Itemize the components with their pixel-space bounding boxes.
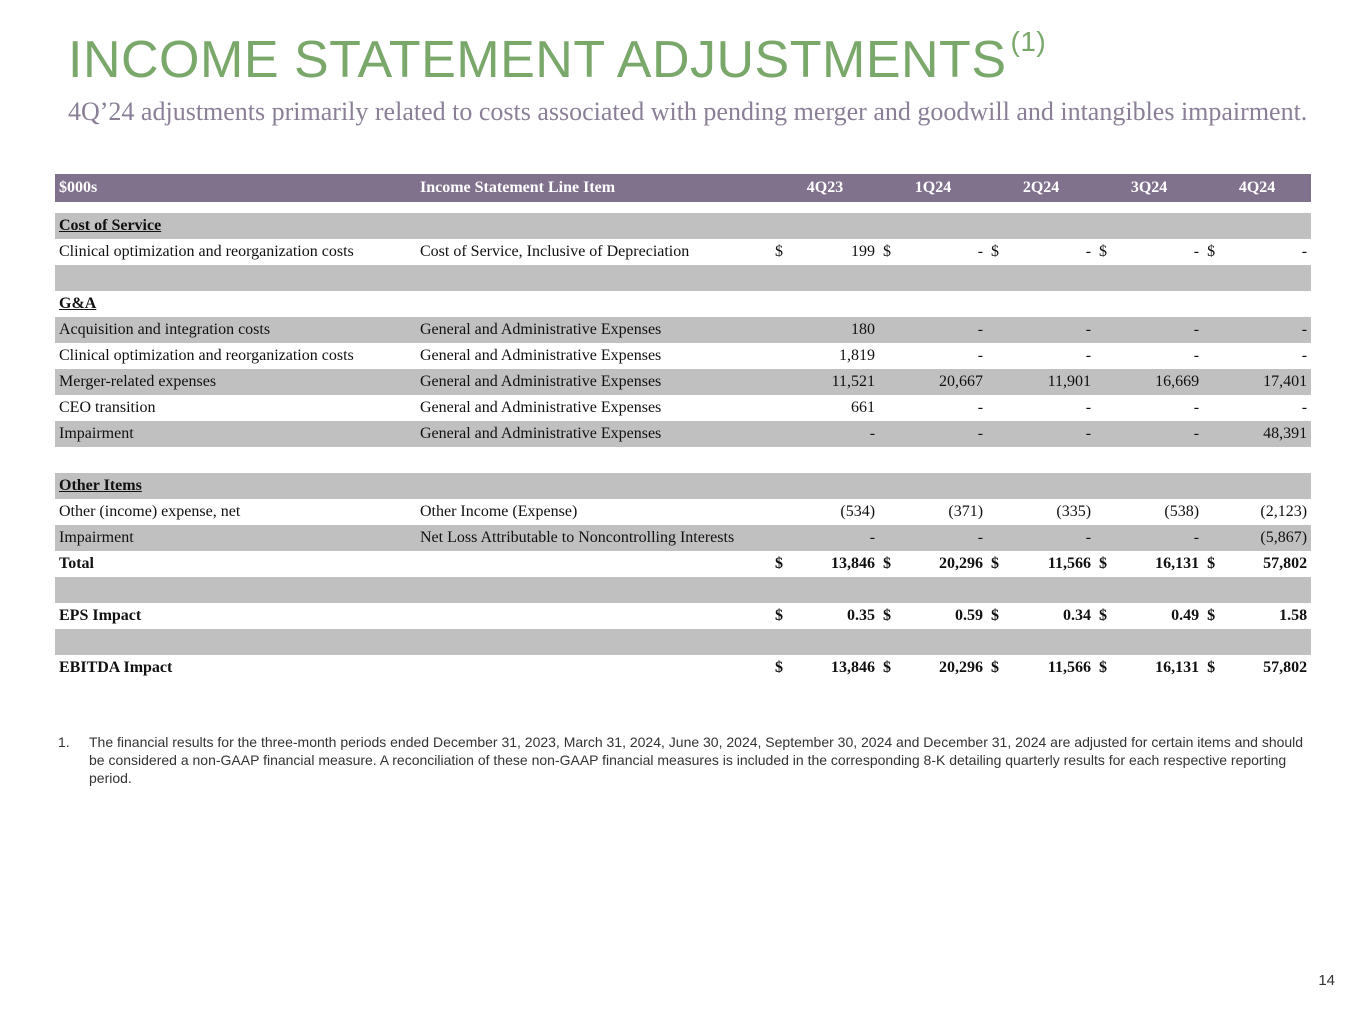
value-cell: 11,521 (796, 369, 879, 395)
value-cell: - (904, 421, 987, 447)
currency-symbol: $ (1207, 243, 1216, 260)
table-row (55, 317, 1311, 343)
value-cell: - (977, 347, 984, 364)
value-cell: (2,123) (1260, 503, 1308, 520)
row-line-item: Cost of Service, Inclusive of Depreciation (420, 243, 690, 260)
currency-symbol: $ (1099, 659, 1108, 676)
value-cell: 57,802 (1263, 555, 1308, 572)
value-cell: 13,846 (831, 659, 876, 676)
header-period: 4Q23 (771, 174, 879, 202)
value-cell: 16,131 (1155, 555, 1200, 572)
value-cell: - (796, 525, 879, 551)
value-cell: - (1120, 525, 1203, 551)
value-cell: - (1012, 525, 1095, 551)
value-cell: - (977, 399, 984, 416)
currency-symbol: $ (991, 243, 1000, 260)
currency-symbol: $ (1099, 555, 1108, 572)
page-title-text: INCOME STATEMENT ADJUSTMENTS (68, 31, 1007, 89)
currency-symbol: $ (991, 607, 1000, 624)
value-cell: 57,802 (1263, 659, 1308, 676)
currency-symbol: $ (883, 659, 892, 676)
value-cell: - (1193, 399, 1200, 416)
ebitda-label: EBITDA Impact (59, 659, 173, 676)
value-cell: - (796, 421, 879, 447)
value-cell: - (1120, 317, 1203, 343)
value-cell: 16,669 (1120, 369, 1203, 395)
header-period: 4Q24 (1203, 174, 1311, 202)
row-line-item: General and Administrative Expenses (420, 347, 662, 364)
value-cell: 0.34 (1063, 607, 1092, 624)
row-label: CEO transition (59, 399, 156, 416)
row-line-item: General and Administrative Expenses (416, 421, 771, 447)
row-label: Clinical optimization and reorganization costs (59, 347, 354, 364)
table-header-row (55, 174, 1311, 202)
footnote-number: 1. (58, 734, 70, 750)
value-cell: 48,391 (1228, 421, 1311, 447)
currency-symbol: $ (1207, 607, 1216, 624)
currency-symbol: $ (775, 607, 783, 624)
currency-symbol: $ (775, 659, 783, 676)
value-cell: - (1085, 243, 1092, 260)
row-label: Impairment (55, 525, 416, 551)
value-cell: 180 (796, 317, 879, 343)
table-row (55, 525, 1311, 551)
currency-symbol: $ (991, 659, 1000, 676)
section-other-items: Other Items (55, 473, 1311, 499)
value-cell: (335) (1056, 503, 1092, 520)
value-cell: 0.35 (847, 607, 876, 624)
currency-symbol: $ (1207, 555, 1216, 572)
value-cell: - (1193, 243, 1200, 260)
row-label: Impairment (55, 421, 416, 447)
section-ga: G&A (59, 295, 97, 312)
value-cell: 0.59 (955, 607, 984, 624)
value-cell: - (1193, 347, 1200, 364)
value-cell: - (977, 243, 984, 260)
value-cell: (5,867) (1228, 525, 1311, 551)
value-cell: - (1301, 399, 1308, 416)
currency-symbol: $ (775, 555, 783, 572)
table-row (55, 343, 1311, 369)
row-line-item: General and Administrative Expenses (420, 399, 662, 416)
table-row (55, 369, 1311, 395)
value-cell: 0.49 (1171, 607, 1200, 624)
page-number: 14 (1318, 972, 1335, 989)
row-label: Other (income) expense, net (59, 503, 241, 520)
title-footnote-marker: (1) (1010, 26, 1047, 57)
eps-row (55, 603, 1311, 629)
value-cell: - (1228, 317, 1311, 343)
value-cell: - (904, 317, 987, 343)
page-subtitle: 4Q’24 adjustments primarily related to costs associated with pending merger and goodwill and intangibles impairment. (68, 97, 1308, 126)
total-row (55, 551, 1311, 577)
row-line-item: Net Loss Attributable to Noncontrolling Interests (416, 525, 771, 551)
row-label: Merger-related expenses (55, 369, 416, 395)
value-cell: 20,296 (939, 555, 984, 572)
table-row (55, 499, 1311, 525)
value-cell: - (1085, 399, 1092, 416)
currency-symbol: $ (991, 555, 1000, 572)
ebitda-row (55, 655, 1311, 681)
value-cell: 20,667 (904, 369, 987, 395)
value-cell: 17,401 (1228, 369, 1311, 395)
value-cell: - (1012, 317, 1095, 343)
value-cell: (371) (948, 503, 984, 520)
value-cell: 13,846 (831, 555, 876, 572)
value-cell: 1,819 (839, 347, 876, 364)
value-cell: - (1301, 347, 1308, 364)
currency-symbol: $ (1099, 607, 1108, 624)
currency-symbol: $ (1207, 659, 1216, 676)
eps-label: EPS Impact (59, 607, 142, 624)
section-row (55, 473, 1311, 499)
value-cell: 16,131 (1155, 659, 1200, 676)
value-cell: 11,566 (1047, 659, 1092, 676)
page-title (68, 26, 1047, 90)
value-cell: - (1120, 421, 1203, 447)
currency-symbol: $ (1099, 243, 1108, 260)
header-period: 2Q24 (987, 174, 1095, 202)
header-period: 1Q24 (879, 174, 987, 202)
value-cell: 11,566 (1047, 555, 1092, 572)
section-cost-of-service: Cost of Service (55, 213, 1311, 239)
value-cell: - (904, 525, 987, 551)
currency-symbol: $ (883, 607, 892, 624)
currency-symbol: $ (883, 555, 892, 572)
value-cell: 1.58 (1279, 607, 1308, 624)
header-line-item: Income Statement Line Item (416, 174, 771, 202)
table-row (55, 395, 1311, 421)
currency-symbol: $ (775, 243, 783, 260)
row-line-item: General and Administrative Expenses (416, 317, 771, 343)
section-row (55, 291, 1311, 317)
currency-symbol: $ (883, 243, 892, 260)
header-period: 3Q24 (1095, 174, 1203, 202)
table-row (55, 421, 1311, 447)
value-cell: 199 (851, 243, 876, 260)
value-cell: 11,901 (1012, 369, 1095, 395)
value-cell: (534) (840, 503, 876, 520)
value-cell: - (1012, 421, 1095, 447)
section-row (55, 213, 1311, 239)
row-label: Acquisition and integration costs (55, 317, 416, 343)
value-cell: 661 (851, 399, 876, 416)
footnote (58, 733, 1308, 787)
row-line-item: General and Administrative Expenses (416, 369, 771, 395)
footnote-text: The financial results for the three-month periods ended December 31, 2023, March 31, 2024, June 30, 2024, September 30, 2024 and December 31, 2024 are adjusted for certain items and should be considered a non-GAAP financial measure. A reconciliation of these non-GAAP financial measures is included in the corresponding 8-K detailing quarterly results for each respective reporting period. (89, 734, 1304, 786)
total-label: Total (59, 555, 94, 572)
income-adjustments-table (55, 174, 1311, 681)
row-line-item: Other Income (Expense) (420, 503, 578, 520)
value-cell: 20,296 (939, 659, 984, 676)
row-label: Clinical optimization and reorganization costs (59, 243, 354, 260)
table-row (55, 239, 1311, 265)
value-cell: (538) (1164, 503, 1200, 520)
value-cell: - (1301, 243, 1308, 260)
value-cell: - (1085, 347, 1092, 364)
header-units: $000s (55, 174, 416, 202)
